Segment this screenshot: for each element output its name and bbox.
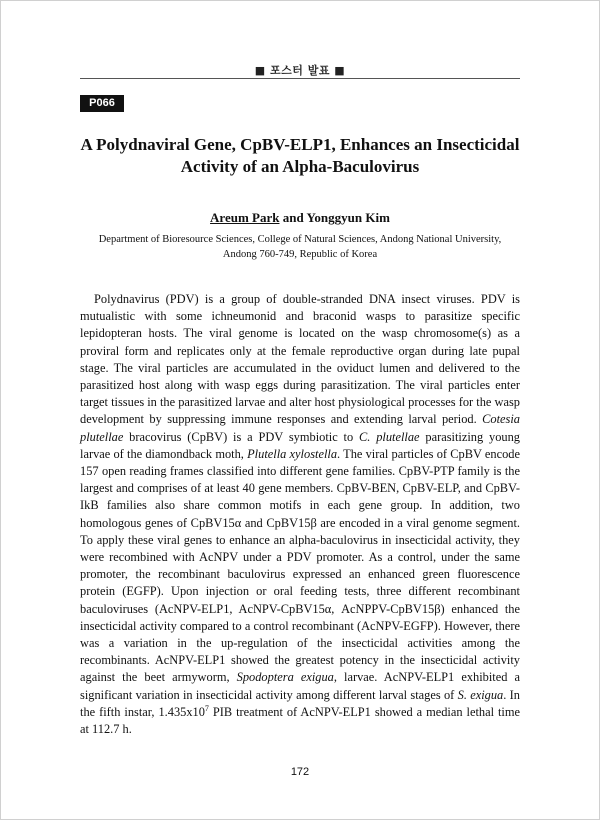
abstract-text: . The viral particles of CpBV encode 157 open reading frames classified into different gene families. CpBV-PTP family is the largest and comprises of at least 40 gene members. CpBV-BEN, CpBV-ELP, and CpBV-IkB families also share common motifs in each gene group. In addition, two homologous genes of CpBV15α and CpBV15β are encoded in a viral genome segment. To apply these viral genes to enhance an alpha-baculovirus in insecticidal activity, they were recombined with AcNPV under a PDV promoter. As a control, under the same promoter, the recombinant baculovirus expressed an enhanced green fluorescence protein (EGFP). Upon injection or oral feeding tests, three different recombinant baculoviruses (AcNPV-ELP1, AcNPV-CpBV15α, AcNPPV-CpBV15β) enhanced the insecticidal activity compared to a control recombinant (AcNPV-EGFP). However, there was a variation in the up-regulation of the insecticidal activities among the recombinants. AcNPV-ELP1 showed the greatest potency in the insecticidal activity against the beet armyworm, [80, 446, 520, 685]
abstract-text: . In the fifth instar, 1.435x10 [80, 687, 520, 719]
species-name: Spodoptera exigua [236, 670, 334, 685]
section-header: ■ 포스터 발표 ■ [254, 64, 346, 77]
header-rule [80, 78, 520, 79]
affiliation [60, 232, 540, 262]
species-name: Plutella xylostella [247, 446, 338, 461]
species-name: C. plutellae [359, 429, 420, 444]
abstract-text: , larvae. AcNPV-ELP1 exhibited a significant variation in insecticidal activity among different larval stages of [80, 670, 520, 702]
abstract-body [80, 291, 520, 738]
exponent: 7 [204, 703, 209, 713]
title-line-1: A Polydnaviral Gene, CpBV-ELP1, Enhances an Insecticidal [80, 135, 520, 154]
page-number: 172 [290, 766, 310, 778]
author-second: Yonggyun Kim [306, 210, 390, 225]
title-line-2: Activity of an Alpha-Baculovirus [180, 157, 420, 176]
affiliation-line-2: Andong 760-749, Republic of Korea [222, 249, 378, 260]
affiliation-line-1: Department of Bioresource Sciences, College of Natural Sciences, Andong National University, [98, 234, 502, 245]
abstract-text: bracovirus (CpBV) is a PDV symbiotic to [123, 429, 360, 444]
author-list [60, 210, 540, 226]
author-first: Areum Park [210, 210, 280, 225]
poster-code-badge: P066 [80, 95, 124, 112]
species-name: Cotesia plutellae [80, 412, 520, 444]
species-name: S. exigua [457, 687, 504, 702]
abstract-text: Polydnavirus (PDV) is a group of double-stranded DNA insect viruses. PDV is mutualistic with some ichneumonid and braconid wasps to parasitize specific lepidopteran hosts. The viral genome is located on the wasp chromosome(s) as a proviral form and replicates only at the female reproductive organ during late pupal stage. The viral particles are accumulated in the oviduct lumen and delivered to the parasitized host along with wasp eggs during parasitization. The viral particles enter target tissues in the parasitized larvae and alter host physiological processes for the wasp development by suppressing immune responses and extending larval period. [80, 292, 520, 427]
paper-title [60, 134, 540, 178]
abstract-text: parasitizing young larvae of the diamondback moth, [80, 429, 520, 461]
author-connector: and [279, 210, 307, 225]
abstract-text: PIB treatment of AcNPV-ELP1 showed a median lethal time at 112.7 h. [80, 704, 520, 737]
